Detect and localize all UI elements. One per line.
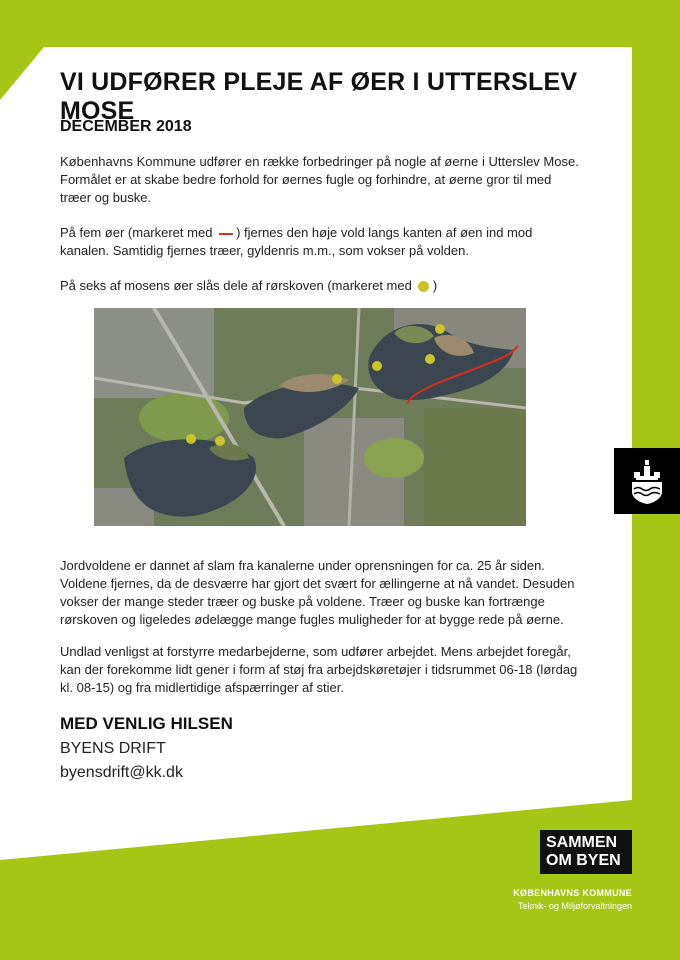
contact-email: byensdrift@kk.dk	[60, 764, 183, 781]
reed-text-start: På seks af mosens øer slås dele af rørskoven (markeret med	[60, 278, 412, 293]
organization-name: KØBENHAVNS KOMMUNE	[513, 888, 632, 898]
notice-paragraph: Undlad venligst at forstyrre medarbejderne, som udfører arbejdet. Mens arbejdet foregår, kan der forekomme lidt gener i form af støj fra arbejdskøretøjer i tidsrummet 06-18 (lørdag kl. 08-15) og fra midlertidige afspærringer af stier.	[60, 644, 578, 695]
background-paragraph: Jordvoldene er dannet af slam fra kanalerne under oprensningen for ca. 25 år siden. Voldene fjernes, da de desværre har gjort det svært for ællingerne at nå vandet. Desuden vokser der mange steder træer og buske på voldene. Træer og buske kan fortrænge rørskoven og ligeledes ødelægge mange fugles muligheder for at bygge rede på øerne.	[60, 558, 575, 627]
copenhagen-coat-of-arms-icon	[614, 448, 680, 514]
sammen-om-byen-logo	[540, 830, 632, 874]
embankment-text-end: ) fjernes den høje vold langs kanten af øen ind mod kanalen. Samtidig fjernes træer, gyldenris m.m., som vokser på volden.	[60, 225, 533, 258]
closing-greeting: MED VENLIG HILSEN	[60, 714, 233, 733]
reed-paragraph	[60, 277, 585, 295]
sender-name: BYENS DRIFT	[60, 740, 166, 757]
page-title: VI UDFØRER PLEJE AF ØER I UTTERSLEV MOSE	[60, 68, 578, 125]
crest-tab	[614, 448, 680, 514]
aerial-map-image	[94, 308, 526, 526]
department-name: Teknik- og Miljøforvaltningen	[517, 901, 632, 911]
red-line-marker-icon	[219, 233, 233, 235]
logo-line-1: SAMMEN	[546, 834, 618, 851]
reed-text-end: )	[432, 278, 438, 293]
embankment-paragraph	[60, 224, 585, 260]
logo-line-2: OM BYEN	[546, 852, 621, 869]
intro-paragraph: Københavns Kommune udfører en række forbedringer på nogle af øerne i Utterslev Mose. Formålet er at skabe bedre forhold for øernes fugle og forhindre, at øerne gror til med træer og buske.	[60, 154, 579, 205]
embankment-text-start: På fem øer (markeret med	[60, 225, 213, 240]
date-heading: DECEMBER 2018	[60, 118, 192, 135]
yellow-dot-marker-icon	[418, 281, 429, 292]
